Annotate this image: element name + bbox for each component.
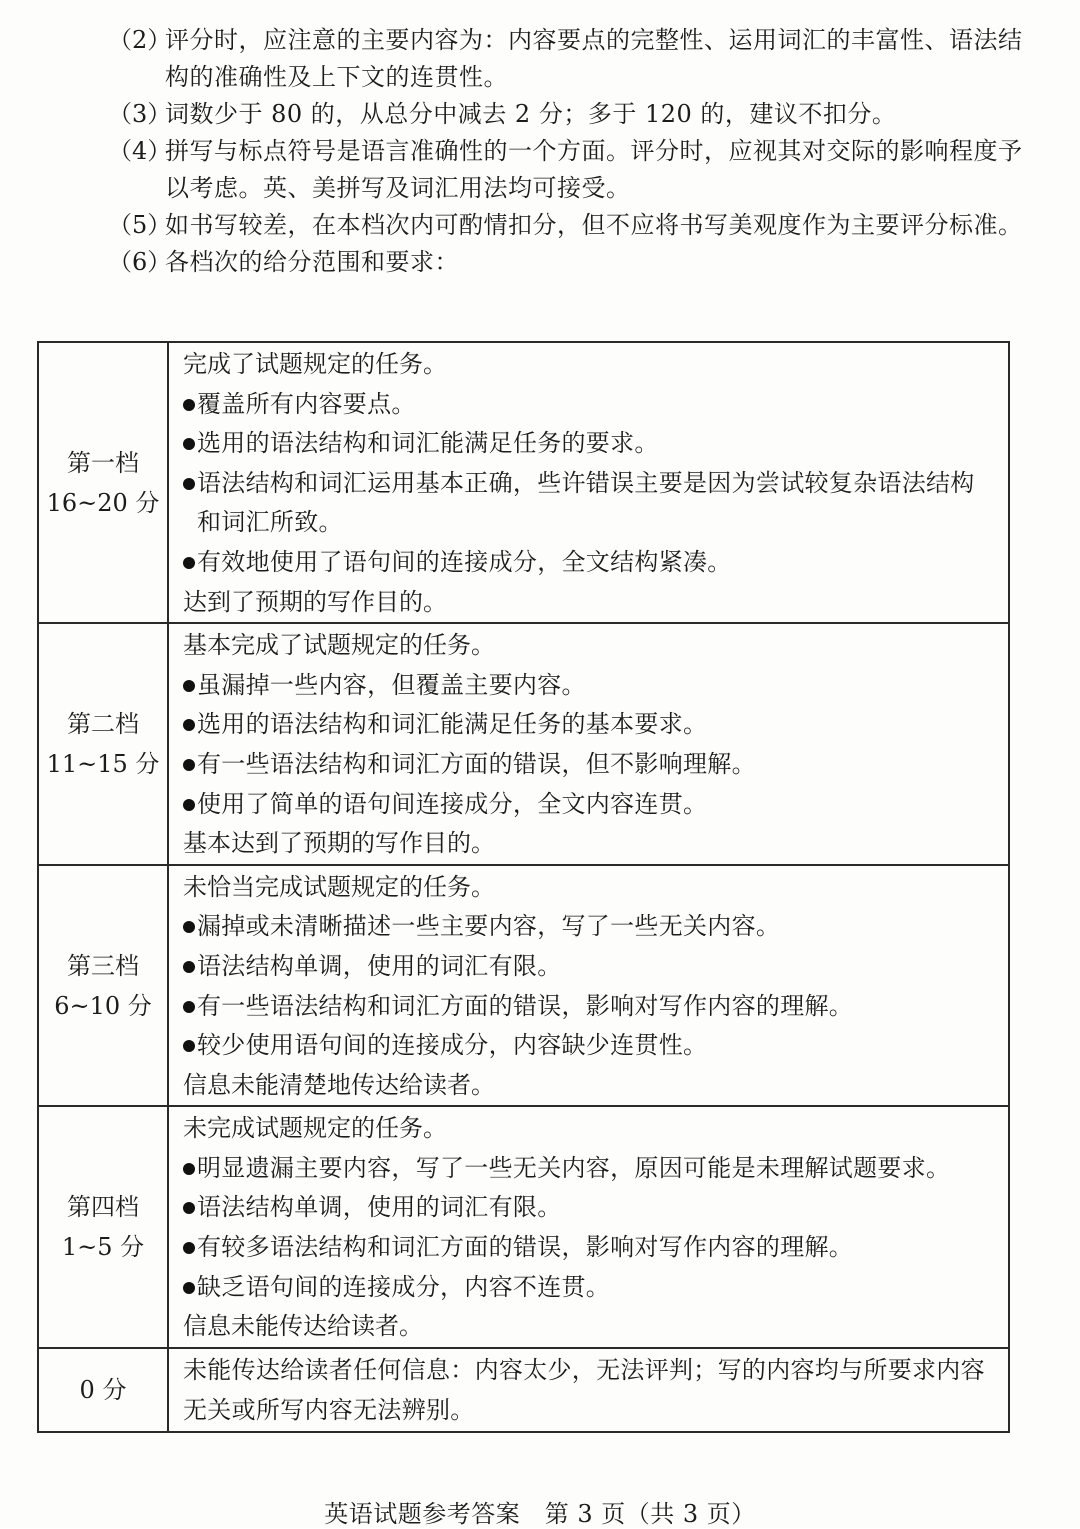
bullet-dot-icon: [183, 921, 195, 933]
grade-description-cell: [168, 342, 1009, 623]
criterion-text: 语法结构单调，使用的词汇有限。: [197, 1193, 562, 1222]
criterion-item: [183, 987, 998, 1027]
grade-intro: 未恰当完成试题规定的任务。: [183, 872, 495, 901]
bullet-dot-icon: [183, 478, 195, 490]
grade-outro: 达到了预期的写作目的。: [183, 587, 447, 616]
bullet-dot-icon: [183, 961, 195, 973]
grade-name: 第二档: [67, 709, 139, 738]
criterion-item: [183, 907, 998, 947]
grade-score-range: 16~20 分: [46, 488, 160, 517]
grade-row: [38, 623, 1009, 865]
note-text: 拼写与标点符号是语言准确性的一个方面。评分时，应视其对交际的影响程度予以考虑。英、美拼写及词汇用法均可接受。: [165, 137, 1023, 202]
scoring-notes: [108, 22, 1023, 281]
grade-score-range: 6~10 分: [54, 991, 152, 1020]
criterion-item: [183, 785, 998, 825]
page-footer: 英语试题参考答案 第 3 页（共 3 页）: [324, 1500, 756, 1528]
note-item: [108, 22, 1023, 96]
note-number: （5）: [108, 211, 172, 239]
grade-outro: 基本达到了预期的写作目的。: [183, 829, 495, 858]
criterion-text: 语法结构单调，使用的词汇有限。: [197, 951, 562, 980]
bullet-dot-icon: [183, 1040, 195, 1052]
grade-row: [38, 865, 1009, 1107]
criterion-item: [183, 1268, 998, 1308]
grade-description-cell: [168, 1106, 1009, 1348]
note-number: （4）: [108, 137, 172, 165]
grade-name: 第一档: [67, 448, 139, 477]
note-number: （2）: [108, 26, 172, 54]
criterion-item: [183, 1228, 998, 1268]
criterion-text: 覆盖所有内容要点。: [197, 389, 416, 418]
criterion-item: [183, 1026, 998, 1066]
grade-score-range: 11~15 分: [46, 749, 160, 778]
bullet-dot-icon: [183, 1242, 195, 1254]
grade-description-cell: [168, 865, 1009, 1107]
bullet-dot-icon: [183, 1001, 195, 1013]
zero-description: 未能传达给读者任何信息：内容太少，无法评判；写的内容均与所要求内容无关或所写内容无法辨别。: [183, 1356, 985, 1424]
note-text: 如书写较差，在本档次内可酌情扣分，但不应将书写美观度作为主要评分标准。: [165, 211, 1023, 239]
grade-row: [38, 1106, 1009, 1348]
grading-table: [37, 341, 1010, 1433]
criterion-text: 有效地使用了语句间的连接成分，全文结构紧凑。: [197, 547, 732, 576]
grade-label-cell: [38, 1106, 168, 1348]
criterion-text: 较少使用语句间的连接成分，内容缺少连贯性。: [197, 1031, 708, 1060]
note-text: 评分时，应注意的主要内容为：内容要点的完整性、运用词汇的丰富性、语法结构的准确性及上下文的连贯性。: [165, 26, 1023, 91]
criterion-text: 有较多语法结构和词汇方面的错误，影响对写作内容的理解。: [197, 1233, 854, 1262]
grade-name: 第三档: [67, 951, 139, 980]
criterion-item: [183, 385, 998, 425]
bullet-dot-icon: [183, 719, 195, 731]
criterion-item: [183, 705, 998, 745]
grade-description-cell: [168, 623, 1009, 865]
criterion-text: 漏掉或未清晰描述一些主要内容，写了一些无关内容。: [197, 912, 781, 941]
criterion-text: 选用的语法结构和词汇能满足任务的基本要求。: [197, 710, 708, 739]
grade-intro: 完成了试题规定的任务。: [183, 350, 447, 378]
criterion-item: [183, 947, 998, 987]
grade-row: [38, 342, 1009, 623]
bullet-dot-icon: [183, 438, 195, 450]
bullet-dot-icon: [183, 1202, 195, 1214]
criterion-text: 虽漏掉一些内容，但覆盖主要内容。: [197, 670, 586, 699]
grade-row-zero: [38, 1348, 1009, 1432]
criterion-text: 明显遗漏主要内容，写了一些无关内容，原因可能是未理解试题要求。: [197, 1153, 951, 1182]
grade-label-cell: [38, 623, 168, 865]
grade-label-cell: [38, 1348, 168, 1432]
criterion-text: 选用的语法结构和词汇能满足任务的要求。: [197, 429, 659, 458]
grade-intro: 未完成试题规定的任务。: [183, 1114, 447, 1143]
grade-label-cell: [38, 342, 168, 623]
bullet-dot-icon: [183, 759, 195, 771]
note-item: [108, 244, 1023, 281]
criterion-item: [183, 1188, 998, 1228]
criterion-item: [183, 666, 998, 706]
bullet-dot-icon: [183, 1282, 195, 1294]
grade-score-range: 1~5 分: [61, 1233, 145, 1262]
criterion-text: 缺乏语句间的连接成分，内容不连贯。: [197, 1272, 611, 1301]
note-item: [108, 133, 1023, 207]
grade-outro: 信息未能传达给读者。: [183, 1312, 423, 1341]
criterion-item: [183, 424, 998, 464]
note-item: [108, 96, 1023, 133]
bullet-dot-icon: [183, 1163, 195, 1175]
criterion-text: 使用了简单的语句间连接成分，全文内容连贯。: [197, 789, 708, 818]
bullet-dot-icon: [183, 680, 195, 692]
grade-description-cell: [168, 1348, 1009, 1432]
grade-intro: 基本完成了试题规定的任务。: [183, 631, 495, 660]
note-number: （3）: [108, 100, 172, 128]
note-text: 词数少于 80 的，从总分中减去 2 分；多于 120 的，建议不扣分。: [165, 100, 897, 128]
criterion-item: [183, 464, 998, 543]
bullet-dot-icon: [183, 799, 195, 811]
grade-label-cell: [38, 865, 168, 1107]
criterion-text: 语法结构和词汇运用基本正确，些许错误主要是因为尝试较复杂语法结构和词汇所致。: [197, 468, 975, 537]
grade-outro: 信息未能清楚地传达给读者。: [183, 1070, 495, 1099]
bullet-dot-icon: [183, 399, 195, 411]
note-text: 各档次的给分范围和要求：: [165, 248, 459, 276]
grade-name: 第四档: [67, 1193, 139, 1222]
criterion-text: 有一些语法结构和词汇方面的错误，但不影响理解。: [197, 749, 756, 778]
grade-score-range: 0 分: [79, 1375, 127, 1404]
criterion-item: [183, 745, 998, 785]
bullet-dot-icon: [183, 557, 195, 569]
criterion-item: [183, 543, 998, 583]
note-item: [108, 207, 1023, 244]
note-number: （6）: [108, 248, 172, 276]
criterion-text: 有一些语法结构和词汇方面的错误，影响对写作内容的理解。: [197, 991, 854, 1020]
criterion-item: [183, 1149, 998, 1189]
